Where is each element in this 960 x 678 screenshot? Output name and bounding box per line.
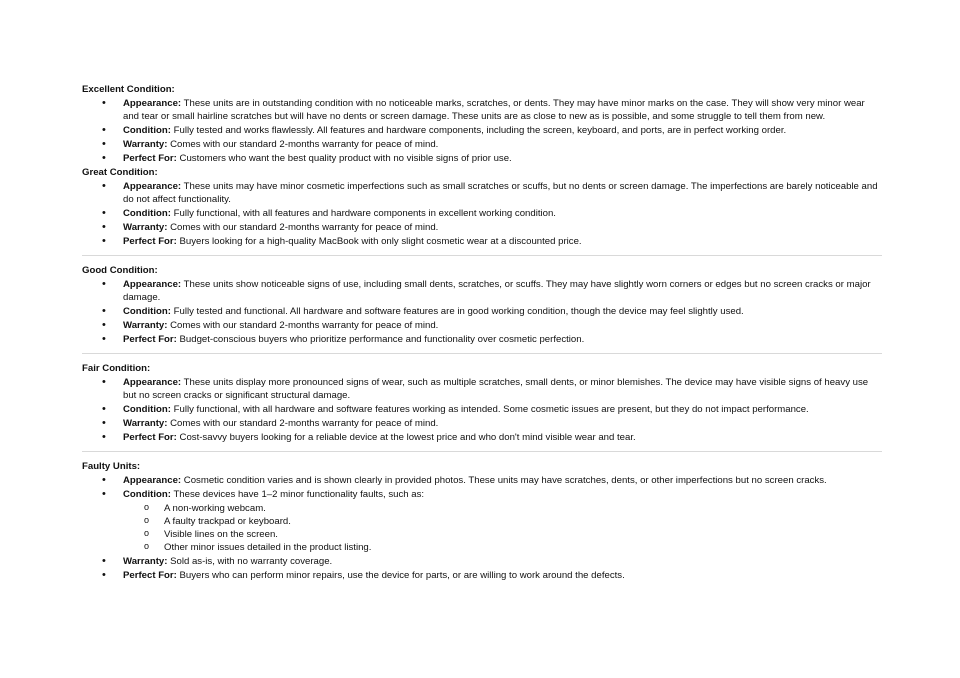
item-label: Warranty:: [123, 222, 168, 233]
section-fair-condition: [82, 353, 882, 444]
item-label: Perfect For:: [123, 432, 177, 443]
section-heading: Faulty Units:: [82, 461, 141, 472]
list-item-perfect-for: [82, 569, 882, 582]
list-item-appearance: [82, 474, 882, 487]
fault-item: o Visible lines on the screen.: [82, 528, 882, 541]
item-text: Fully functional, with all hardware and software features working as intended. Some cosmetic issues are present, but they do not impact performance.: [170, 404, 809, 415]
item-label: Condition:: [123, 306, 171, 317]
item-text: Sold as-is, with no warranty coverage.: [167, 556, 333, 567]
item-label: Warranty:: [123, 418, 168, 429]
item-label: Warranty:: [123, 320, 168, 331]
bullet-list: [82, 555, 882, 582]
document-body: [82, 83, 882, 583]
list-item-perfect-for: [82, 431, 882, 444]
bullet-list: [82, 474, 882, 501]
item-label: Appearance:: [123, 98, 182, 109]
list-item-appearance: [82, 180, 882, 206]
item-text: Fully functional, with all features and hardware components in excellent working condition.: [170, 208, 556, 219]
fault-item: o A non-working webcam.: [82, 502, 882, 515]
list-item-warranty: [82, 138, 882, 151]
item-text: Buyers who can perform minor repairs, use the device for parts, or are willing to work around the defects.: [176, 570, 625, 581]
item-label: Perfect For:: [123, 570, 177, 581]
item-text: These devices have 1–2 minor functionality faults, such as:: [170, 489, 425, 500]
section-heading: Excellent Condition:: [82, 84, 175, 95]
item-label: Perfect For:: [123, 153, 177, 164]
item-label: Condition:: [123, 208, 171, 219]
fault-item: o A faulty trackpad or keyboard.: [82, 515, 882, 528]
list-item-condition: [82, 305, 882, 318]
list-item-condition: [82, 488, 882, 501]
list-item-appearance: [82, 376, 882, 402]
item-label: Perfect For:: [123, 236, 177, 247]
item-text: Comes with our standard 2-months warranty for peace of mind.: [167, 320, 439, 331]
fault-item: o Other minor issues detailed in the product listing.: [82, 541, 882, 554]
item-label: Appearance:: [123, 377, 182, 388]
item-label: Warranty:: [123, 139, 168, 150]
item-text: Buyers looking for a high-quality MacBook with only slight cosmetic wear at a discounted price.: [176, 236, 582, 247]
item-label: Appearance:: [123, 475, 182, 486]
item-text: Fully tested and works flawlessly. All features and hardware components, including the screen, keyboard, and ports, are in perfect working order.: [170, 125, 787, 136]
item-text: Customers who want the best quality product with no visible signs of prior use.: [176, 153, 512, 164]
bullet-list: [82, 180, 882, 248]
list-item-perfect-for: [82, 333, 882, 346]
item-text: Fully tested and functional. All hardware and software features are in good working condition, though the device may feel slightly used.: [170, 306, 744, 317]
item-text: These units display more pronounced signs of wear, such as multiple scratches, small dents, or minor blemishes. The device may have visible signs of heavy use but no screen cracks or significant structural damage.: [123, 377, 869, 401]
item-label: Appearance:: [123, 181, 182, 192]
list-item-warranty: [82, 417, 882, 430]
section-good-condition: [82, 255, 882, 346]
item-label: Condition:: [123, 489, 171, 500]
item-label: Perfect For:: [123, 334, 177, 345]
bullet-list: [82, 97, 882, 165]
item-text: Comes with our standard 2-months warranty for peace of mind.: [167, 222, 439, 233]
list-item-warranty: [82, 221, 882, 234]
item-text: These units show noticeable signs of use, including small dents, scratches, or scuffs. They may have slightly worn corners or edges but no screen cracks or major damage.: [123, 279, 871, 303]
list-item-warranty: [82, 555, 882, 568]
item-text: Cost-savvy buyers looking for a reliable device at the lowest price and who don't mind visible wear and tear.: [176, 432, 636, 443]
section-excellent-condition: [82, 83, 882, 165]
item-text: Budget-conscious buyers who prioritize performance and functionality over cosmetic perfection.: [176, 334, 585, 345]
section-heading: Fair Condition:: [82, 363, 151, 374]
section-faulty-units: [82, 451, 882, 582]
bullet-list: [82, 278, 882, 346]
bullet-list: [82, 376, 882, 444]
item-label: Warranty:: [123, 556, 168, 567]
list-item-condition: [82, 403, 882, 416]
list-item-warranty: [82, 319, 882, 332]
list-item-condition: [82, 124, 882, 137]
list-item-condition: [82, 207, 882, 220]
item-text: Cosmetic condition varies and is shown clearly in provided photos. These units may have scratches, dents, or other imperfections but no screen cracks.: [181, 475, 827, 486]
list-item-perfect-for: [82, 152, 882, 165]
list-item-appearance: [82, 278, 882, 304]
list-item-appearance: [82, 97, 882, 123]
item-label: Condition:: [123, 125, 171, 136]
section-heading: Good Condition:: [82, 265, 158, 276]
item-label: Appearance:: [123, 279, 182, 290]
item-text: These units are in outstanding condition with no noticeable marks, scratches, or dents. They may have minor marks on the case. They will show very minor wear and tear or small hairline scratches but will have no dents or screen damage. These units are as close to new as is possible, and some struggle to tell them from new.: [123, 98, 865, 122]
item-label: Condition:: [123, 404, 171, 415]
item-text: These units may have minor cosmetic imperfections such as small scratches or scuffs, but no dents or screen damage. The imperfections are barely noticeable and do not affect functionality.: [123, 181, 878, 205]
fault-sublist: [82, 502, 882, 554]
section-great-condition: [82, 166, 882, 248]
section-heading: Great Condition:: [82, 167, 158, 178]
item-text: Comes with our standard 2-months warranty for peace of mind.: [167, 418, 439, 429]
item-text: Comes with our standard 2-months warranty for peace of mind.: [167, 139, 439, 150]
list-item-perfect-for: [82, 235, 882, 248]
